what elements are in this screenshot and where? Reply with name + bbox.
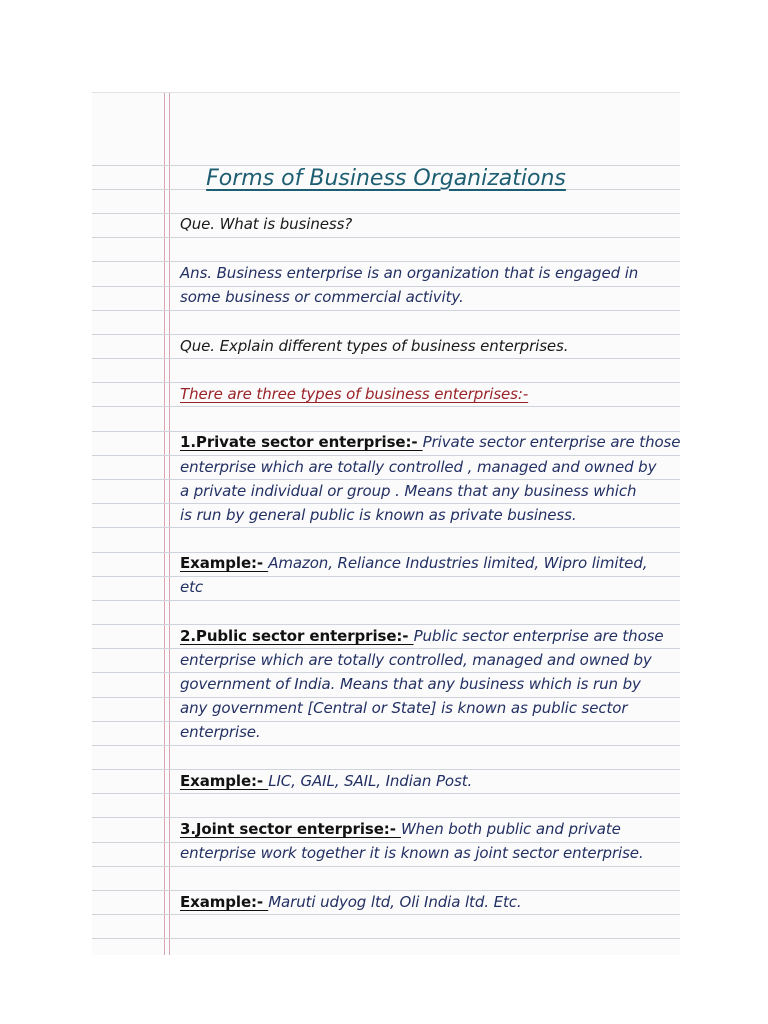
public-line-2: enterprise which are totally controlled, managed and owned by <box>180 651 652 669</box>
ruled-line <box>92 455 680 456</box>
ruled-line <box>92 793 680 794</box>
ruled-line <box>92 914 680 915</box>
ruled-line <box>92 624 680 625</box>
joint-line-1 <box>180 819 670 839</box>
answer-1-line-1: Ans. Business enterprise is an organization that is engaged in <box>180 264 639 282</box>
ruled-line <box>92 817 680 818</box>
joint-line-2: enterprise work together it is known as joint sector enterprise. <box>180 844 644 862</box>
notebook-page <box>92 92 680 955</box>
joint-example-label: Example:- <box>180 893 269 911</box>
intro-text: There are three types of business enterprises:- <box>180 385 529 403</box>
ruled-line <box>92 503 680 504</box>
public-line-3: government of India. Means that any business which is run by <box>180 675 641 693</box>
private-line-4: is run by general public is known as private business. <box>180 506 577 524</box>
public-line-5: enterprise. <box>180 723 261 741</box>
private-example-line-2: etc <box>180 578 204 596</box>
public-text-1: Public sector enterprise are those <box>413 627 664 645</box>
page-title: Forms of Business Organizations <box>206 166 566 191</box>
joint-example-text: Maruti udyog ltd, Oli India ltd. Etc. <box>268 893 522 911</box>
ruled-line <box>92 310 680 311</box>
private-example-text: Amazon, Reliance Industries limited, Wipro limited, <box>268 554 648 572</box>
answer-1-line-2: some business or commercial activity. <box>180 288 464 306</box>
public-example-text: LIC, GAIL, SAIL, Indian Post. <box>268 772 473 790</box>
ruled-line <box>92 769 680 770</box>
joint-example-line <box>180 892 670 912</box>
ruled-line <box>92 648 680 649</box>
ruled-line <box>92 237 680 238</box>
private-line-3: a private individual or group . Means that any business which <box>180 482 637 500</box>
ruled-line <box>92 527 680 528</box>
public-heading: 2.Public sector enterprise:- <box>180 627 414 645</box>
intro-line <box>180 384 670 404</box>
ruled-line <box>92 334 680 335</box>
margin-line <box>169 93 170 955</box>
private-line-2: enterprise which are totally controlled , managed and owned by <box>180 458 657 476</box>
private-example-label: Example:- <box>180 554 269 572</box>
ruled-line <box>92 938 680 939</box>
private-text-1: Private sector enterprise are those <box>422 433 681 451</box>
public-line-1 <box>180 626 670 646</box>
joint-text-1: When both public and private <box>400 820 621 838</box>
ruled-line <box>92 406 680 407</box>
question-1: Que. What is business? <box>180 215 353 233</box>
ruled-line <box>92 672 680 673</box>
private-line-1 <box>180 432 681 452</box>
margin-line <box>164 93 165 955</box>
public-line-4: any government [Central or State] is known as public sector <box>180 699 628 717</box>
question-2: Que. Explain different types of business enterprises. <box>180 337 569 355</box>
ruled-line <box>92 479 680 480</box>
public-example-label: Example:- <box>180 772 269 790</box>
private-heading: 1.Private sector enterprise:- <box>180 433 423 451</box>
ruled-line <box>92 261 680 262</box>
ruled-line <box>92 600 680 601</box>
ruled-line <box>92 358 680 359</box>
ruled-line <box>92 745 680 746</box>
joint-heading: 3.Joint sector enterprise:- <box>180 820 401 838</box>
ruled-line <box>92 382 680 383</box>
ruled-line <box>92 890 680 891</box>
private-example-line-1 <box>180 553 670 573</box>
public-example-line <box>180 771 670 791</box>
ruled-line <box>92 866 680 867</box>
